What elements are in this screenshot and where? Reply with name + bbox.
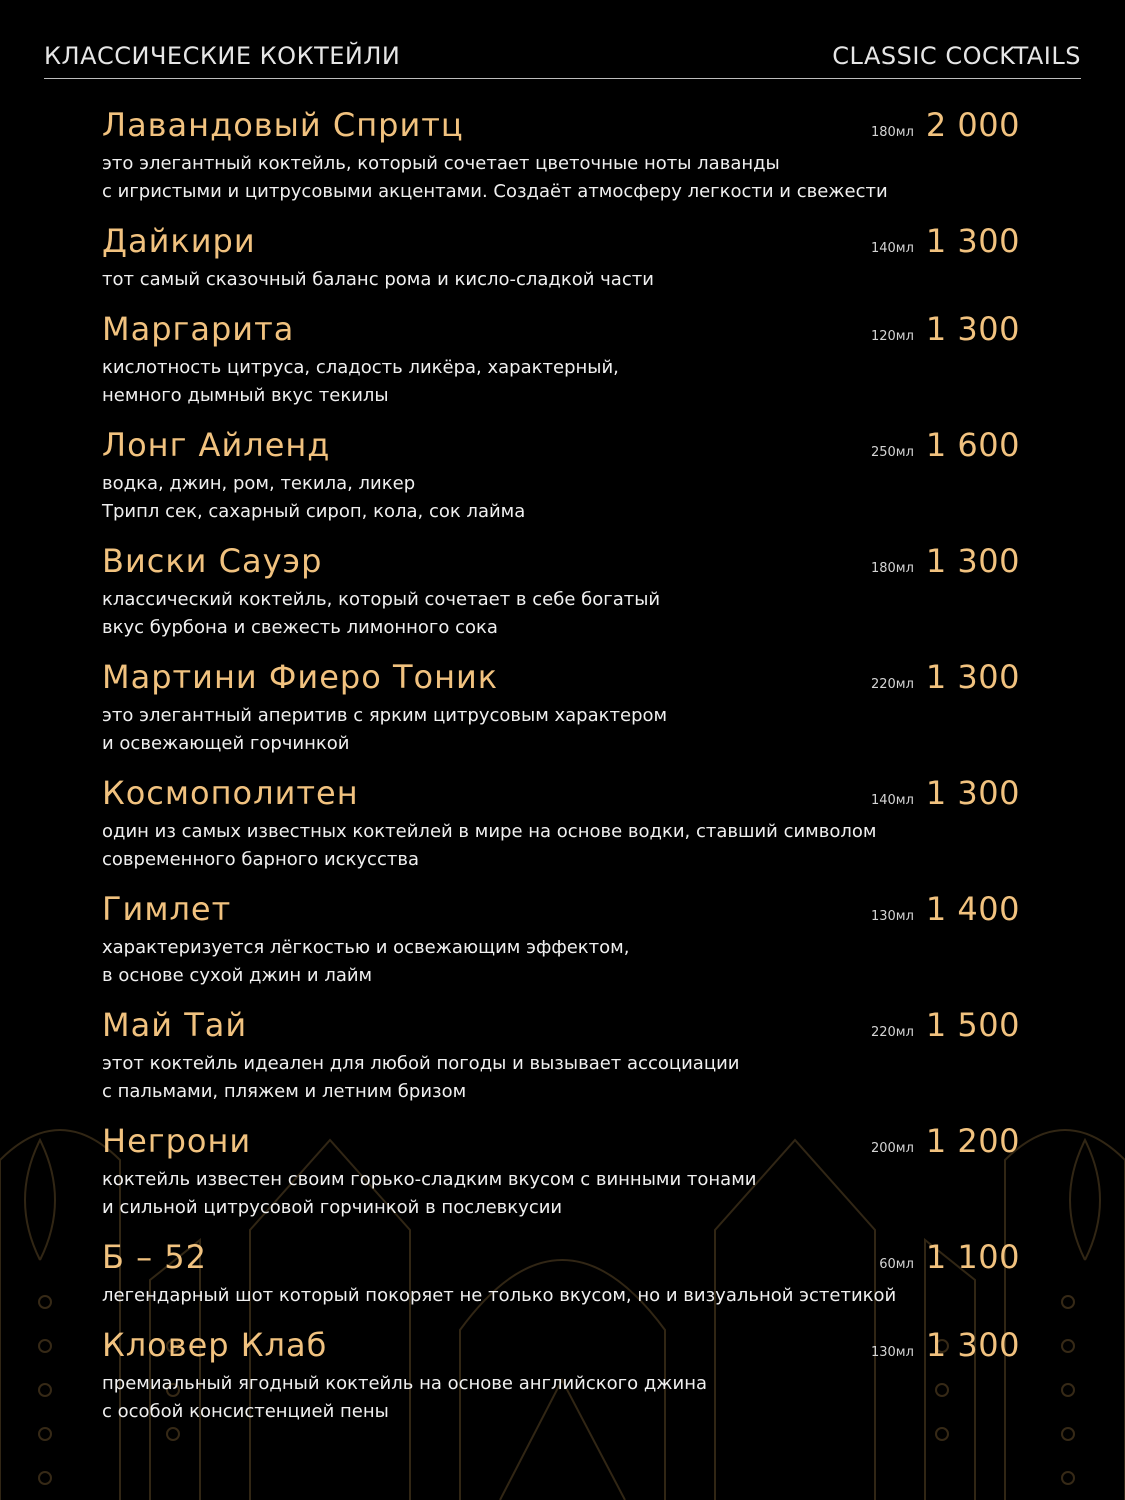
item-name: Кловер Клаб [102,1326,328,1364]
item-description: с игристыми и цитрусовыми акцентами. Создаёт атмосферу легкости и свежести [102,181,888,202]
item-description: коктейль известен своим горько-сладким вкусом с винными тонами [102,1169,757,1190]
menu-item [102,310,1020,426]
item-description: характеризуется лёгкостью и освежающим эффектом, [102,937,630,958]
item-description: в основе сухой джин и лайм [102,965,373,986]
item-volume: 220мл [870,677,914,692]
section-title-ru: КЛАССИЧЕСКИЕ КОКТЕЙЛИ [44,42,401,70]
menu-item [102,222,1020,310]
item-volume: 140мл [870,793,914,808]
item-price: 1 300 [925,1326,1020,1364]
menu-item [102,106,1020,222]
item-name: Мартини Фиеро Тоник [102,658,499,696]
item-price: 1 400 [925,890,1020,928]
item-name: Лонг Айленд [102,426,331,464]
item-volume: 200мл [870,1141,914,1156]
item-name: Космополитен [102,774,359,812]
item-description: Трипл сек, сахарный сироп, кола, сок лайма [102,501,526,522]
item-price: 1 300 [925,542,1020,580]
menu-header [44,40,1081,79]
item-name: Дайкири [102,222,256,260]
item-volume: 140мл [870,241,914,256]
item-volume: 60мл [879,1257,914,1272]
menu-item [102,1122,1020,1238]
item-price: 1 100 [925,1238,1020,1276]
item-price: 1 300 [925,774,1020,812]
item-description: и сильной цитрусовой горчинкой в послевкусии [102,1197,563,1218]
item-price: 2 000 [925,106,1020,144]
item-volume: 130мл [870,909,914,924]
item-volume: 130мл [870,1345,914,1360]
menu-item [102,658,1020,774]
item-volume: 250мл [870,445,914,460]
item-name: Гимлет [102,890,232,928]
item-price: 1 600 [925,426,1020,464]
item-description: вкус бурбона и свежесть лимонного сока [102,617,498,638]
item-description: с пальмами, пляжем и летним бризом [102,1081,467,1102]
item-volume: 220мл [870,1025,914,1040]
menu-item [102,1326,1020,1442]
menu-item [102,1238,1020,1326]
item-description: с особой консистенцией пены [102,1401,389,1422]
item-price: 1 500 [925,1006,1020,1044]
item-description: немного дымный вкус текилы [102,385,389,406]
item-description: этот коктейль идеален для любой погоды и вызывает ассоциации [102,1053,740,1074]
item-description: классический коктейль, который сочетает в себе богатый [102,589,661,610]
menu-item [102,1006,1020,1122]
item-volume: 180мл [870,125,914,140]
item-description: это элегантный аперитив с ярким цитрусовым характером [102,705,668,726]
item-price: 1 300 [925,310,1020,348]
item-description: современного барного искусства [102,849,419,870]
section-title-en: CLASSIC COCKTAILS [832,42,1081,70]
menu-item [102,890,1020,1006]
item-name: Лавандовый Спритц [102,106,464,144]
item-volume: 180мл [870,561,914,576]
item-description: один из самых известных коктейлей в мире на основе водки, ставший символом [102,821,877,842]
item-description: водка, джин, ром, текила, ликер [102,473,416,494]
cocktail-list [102,106,1020,1442]
item-name: Виски Сауэр [102,542,323,580]
menu-item [102,774,1020,890]
item-description: и освежающей горчинкой [102,733,350,754]
item-price: 1 300 [925,658,1020,696]
item-description: это элегантный коктейль, который сочетает цветочные ноты лаванды [102,153,780,174]
item-description: легендарный шот который покоряет не только вкусом, но и визуальной эстетикой [102,1285,897,1306]
menu-item [102,542,1020,658]
item-volume: 120мл [870,329,914,344]
item-name: Негрони [102,1122,252,1160]
item-description: кислотность цитруса, сладость ликёра, характерный, [102,357,619,378]
menu-item [102,426,1020,542]
item-name: Б – 52 [102,1238,208,1276]
item-name: Маргарита [102,310,295,348]
item-description: тот самый сказочный баланс рома и кисло-сладкой части [102,269,654,290]
item-description: премиальный ягодный коктейль на основе английского джина [102,1373,707,1394]
item-name: Май Тай [102,1006,248,1044]
item-price: 1 300 [925,222,1020,260]
item-price: 1 200 [925,1122,1020,1160]
